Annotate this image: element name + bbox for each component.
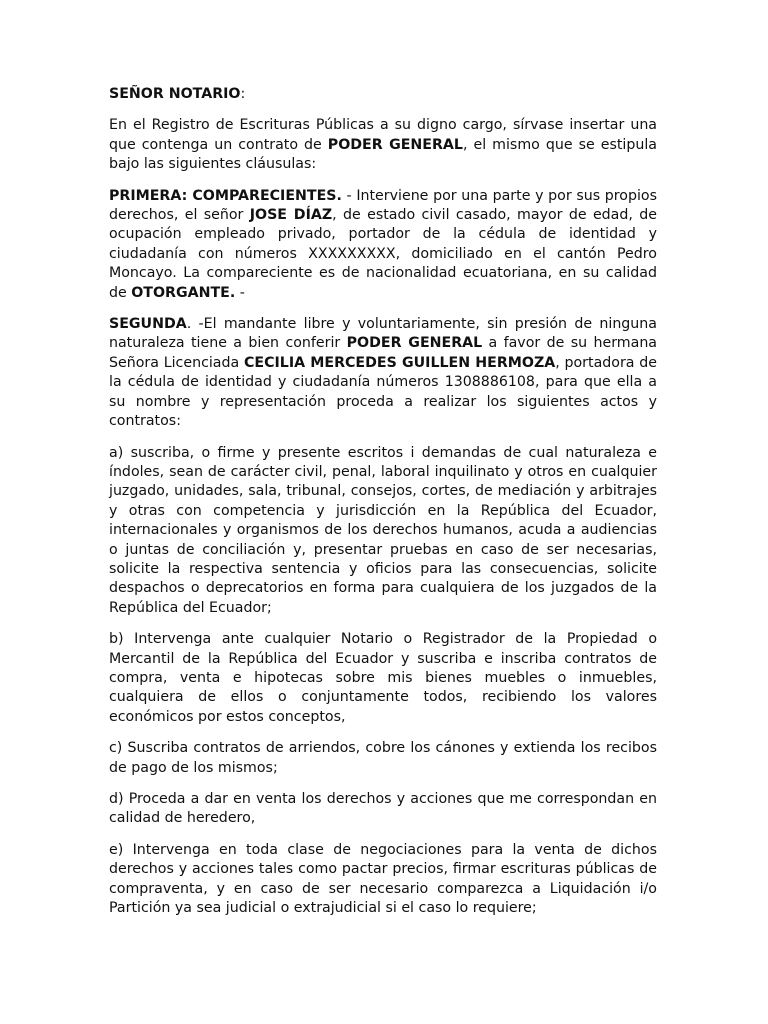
segunda-text-2: a favor de su hermana Señora Licenciada <box>109 335 658 371</box>
clause-item-c: c) Suscriba contratos de arriendos, cobre los cánones y extienda los recibos de pago de los mismos; <box>109 740 657 776</box>
clause-item-a: a) suscriba, o firme y presente escritos i demandas de cual naturaleza e índoles, sean de carácter civil, penal, laboral inquilinato y otros en cualquier juzgado, unidades, sala, tribunal, consejos, cortes, de mediación y arbitrajes y otras con competencia y jurisdicción en la República del Ecuador, internacionales y organismos de los derechos humanos, acuda a audiencias o juntas de conciliación y, presentar pruebas en caso de ser necesarias, solicite la respectiva sentencia y oficios para las consecuencias, solicite despachos o deprecatorios en forma para cualquiera de los juzgados de la República del Ecuador; <box>109 444 657 616</box>
intro-text-2: , el mismo que se estipula bajo las siguientes cláusulas: <box>109 136 657 173</box>
primera-text-3: - <box>235 284 245 301</box>
clause-item-d: d) Proceda a dar en venta los derechos y acciones que me correspondan en calidad de heredero, <box>109 791 657 827</box>
segunda-text-1: . -El mandante libre y voluntariamente, sin presión de ninguna naturaleza tiene a bien conferir <box>109 316 657 352</box>
clause-item-e: e) Intervenga en toda clase de negociaciones para la venta de dichos derechos y acciones tales como pactar precios, firmar escrituras públicas de compraventa, y en caso de ser necesario comparezca a Liquidación i/o Partición ya sea judicial o extrajudicial si el caso lo requiere; <box>109 841 657 917</box>
primera-text-1: - Interviene por una parte y por sus propios derechos, el señor <box>109 187 657 224</box>
intro-bold-poder: PODER GENERAL <box>327 136 463 153</box>
primera-name: JOSE DÍAZ <box>249 207 333 224</box>
segunda-bold-poder: PODER GENERAL <box>346 335 483 352</box>
primera-text-2: , de estado civil casado, mayor de edad, de ocupación empleado privado, portador de la cédula de identidad y ciudadanía con números XXXXXXXXX, domiciliado en el cantón Pedro Moncayo. La compareciente es de nacionalidad ecuatoriana, en su calidad de <box>109 207 657 301</box>
intro-text-1: En el Registro de Escrituras Públicas a su digno cargo, sírvase insertar una que contenga un contrato de <box>109 117 657 153</box>
salutation-colon: : <box>240 86 246 102</box>
document-page <box>109 85 657 930</box>
clause-primera <box>109 187 657 303</box>
clause-item-b: b) Intervenga ante cualquier Notario o Registrador de la Propiedad o Mercantil de la República del Ecuador y suscriba e inscriba contratos de compra, venta e hipotecas sobre mis bienes muebles o inmuebles, cualquiera de ellos o conjuntamente todos, recibiendo los valores económicos por estos conceptos, <box>109 631 657 725</box>
segunda-attorney-name: CECILIA MERCEDES GUILLEN HERMOZA <box>243 354 556 371</box>
intro-paragraph <box>109 116 657 174</box>
clause-segunda <box>109 315 657 431</box>
salutation-bold: SEÑOR NOTARIO <box>109 86 241 102</box>
primera-heading: PRIMERA: COMPARECIENTES. <box>109 187 342 204</box>
segunda-heading: SEGUNDA <box>109 316 187 333</box>
salutation <box>109 85 657 104</box>
primera-otorgante: OTORGANTE. <box>131 284 236 301</box>
segunda-text-3: , portadora de la cédula de identidad y ciudadanía números 1308886108, para que ella a su nombre y representación proceda a realizar los siguientes actos y contratos: <box>109 354 657 430</box>
